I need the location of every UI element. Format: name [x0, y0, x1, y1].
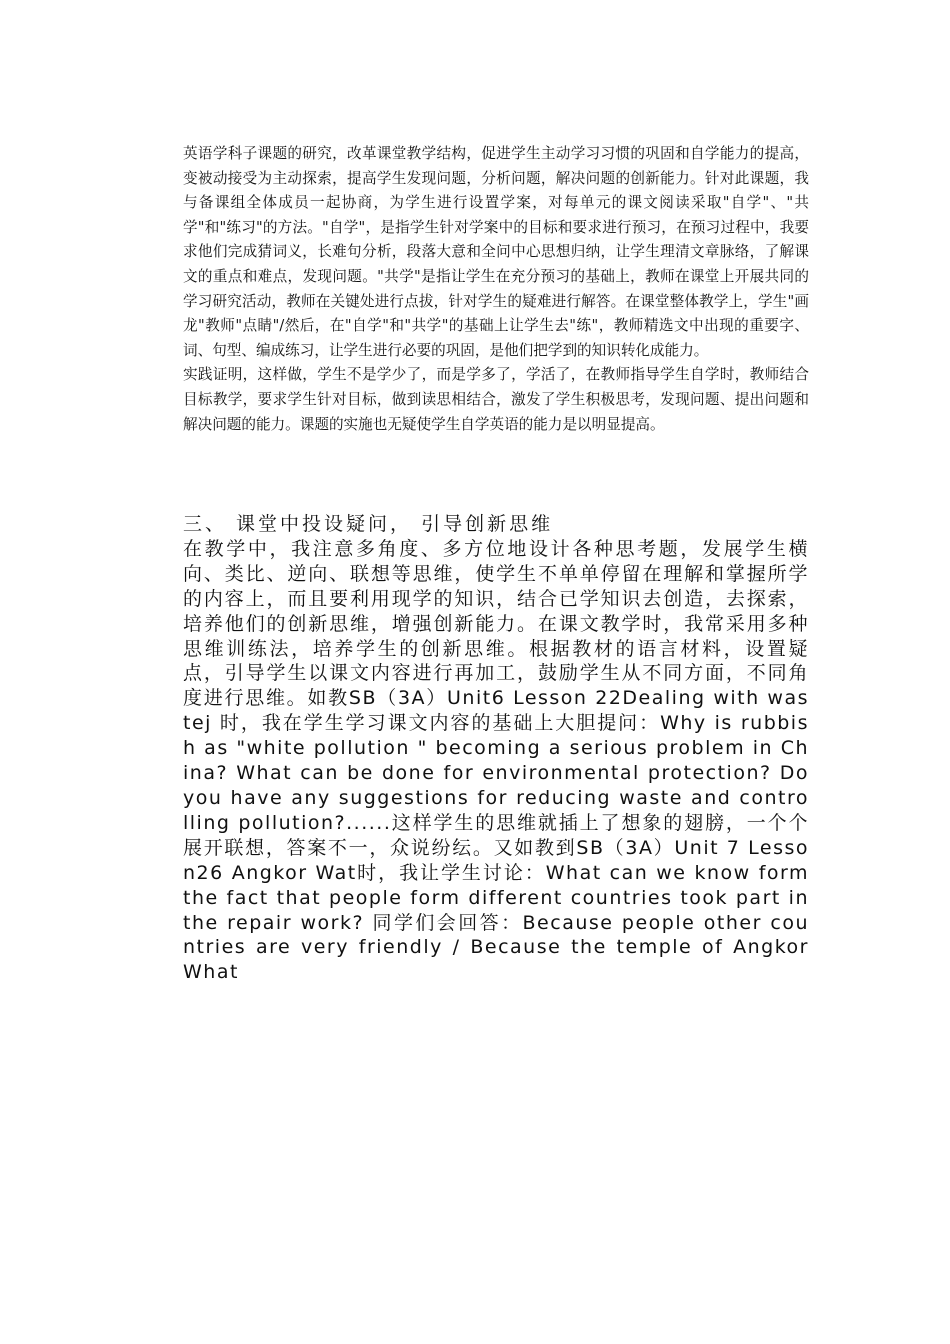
paragraph-practice-results: 实践证明，这样做，学生不是学少了，而是学多了，学活了，在教师指导学生自学时，教师结合目标教学，要求学生针对目标，做到读思相结合，激发了学生积极思考，发现问题、提出问题和解决问题的能力。课题的实施也无疑使学生自学英语的能力是以明显提高。: [183, 366, 809, 433]
innovative-thinking-section: [183, 512, 809, 985]
research-summary-section: [183, 142, 809, 437]
section-body-text: 在教学中，我注意多角度、多方位地设计各种思考题，发展学生横向、类比、逆向、联想等思维，使学生不单单停留在理解和掌握所学的内容上，而且要利用现学的知识，结合已学知识去创造，去探索，培养他们的创新思维，增强创新能力。在课文教学时，我常采用多种思维训练法，培养学生的创新思维。根据教材的语言材料，设置疑点，引导学生以课文内容进行再加工，鼓励学生从不同方面，不同角度进行思维。如教SB（3A）Unit6 Lesson 22Dealing with wastej 时，我在学生学习课文内容的基础上大胆提问：Why is rubbish as "white pollution " becoming a serious problem in China? What can be done for environmental protection? Do you have any suggestions for reducing waste and controlling pollution?......这样学生的思维就插上了想象的翅膀，一个个展开联想，答案不一，众说纷纭。又如教到SB（3A）Unit 7 Lesson26 Angkor Wat时，我让学生讨论：What can we know form the fact that people form different countries took part in the repair work? 同学们会回答：Because people other countries are very friendly / Because the temple of Angkor What: [183, 537, 809, 984]
section-heading: 三、 课堂中投设疑问， 引导创新思维: [183, 513, 554, 535]
paragraph-self-study-method: 英语学科子课题的研究，改革课堂教学结构，促进学生主动学习习惯的巩固和自学能力的提高，变被动接受为主动探索，提高学生发现问题，分析问题，解决问题的创新能力。针对此课题，我与备课组全体成员一起协商，为学生进行设置学案，对每单元的课文阅读采取"自学"、"共学"和"练习"的方法。"自学"，是指学生针对学案中的目标和要求进行预习，在预习过程中，我要求他们完成猜词义，长难句分析，段落大意和全问中心思想归纳，让学生理清文章脉络，了解课文的重点和难点，发现问题。"共学"是指让学生在充分预习的基础上，教师在课堂上开展共同的学习研究活动，教师在关键处进行点拔，针对学生的疑难进行解答。在课堂整体教学上，学生"画龙"教师"点睛"/然后，在"自学"和"共学"的基础上让学生去"练"，教师精选文中出现的重要字、词、句型、编成练习，让学生进行必要的巩固，是他们把学到的知识转化成能力。: [183, 145, 809, 359]
